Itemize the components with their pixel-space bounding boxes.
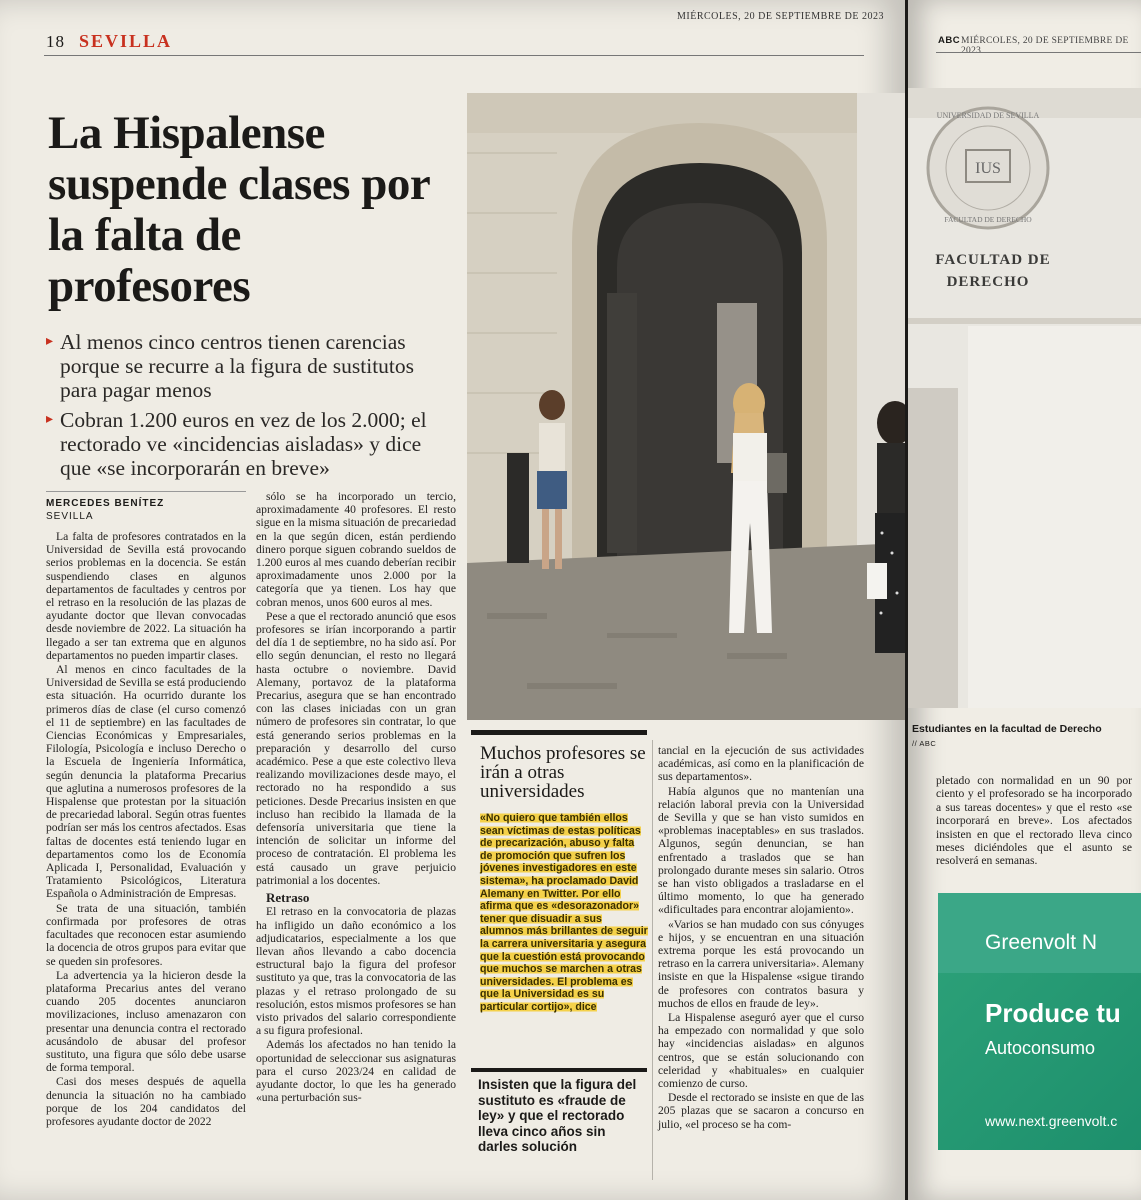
column-separator xyxy=(652,740,653,1180)
ad-headline: Produce tu xyxy=(985,998,1121,1028)
paragraph: Casi dos meses después de aquella denuncia la situación no ha cambiado porque de los 204 candidatos del profesores ayudante doctor de 2022 xyxy=(46,1075,246,1128)
ad-url: www.next.greenvolt.c xyxy=(985,1113,1118,1129)
body-column-2 xyxy=(256,490,456,1105)
paragraph: Pese a que el rectorado anunció que esos profesores se irían incorporando a partir del día 1 de septiembre, no ha sido así. Por ello según denuncian, el resto no llegará hasta octubre o noviembre. David Alemany, portavoz de la plataforma Precarius, asegura que se han encontrado con las clases iniciadas con un gran número de profesores sin contratar, lo que está generando serios problemas en la preparación y desarrollo del curso académico. Pese a que este colectivo lleva realizando movilizaciones desde mayo, el rectorado no ha respondido a sus peticiones. Desde Precarius insisten en que incluso han recibido la llamada de la defensoría universitaria que tiene la intención de solicitar un informe del proceso de contratación. El problema les está causado un grave perjuicio patrimonial a los docentes. xyxy=(256,609,456,887)
section-name: SEVILLA xyxy=(79,31,173,51)
subhead-2-text: Cobran 1.200 euros en vez de los 2.000; el rectorado ve «incidencias aisladas» y dice que «se incorporarán en breve» xyxy=(60,408,427,480)
ad-brand: Greenvolt N xyxy=(985,931,1098,954)
ad-subline: Autoconsumo xyxy=(985,1038,1096,1058)
sidebar-title: Muchos profesores se irán a otras universidades xyxy=(480,743,646,802)
subsection-label: Retraso xyxy=(266,890,310,906)
header-rule xyxy=(44,55,864,56)
pullquote-rule xyxy=(471,1068,647,1072)
article-photo xyxy=(467,93,905,720)
facade-sign-line-1: FACULTAD DE xyxy=(935,252,1051,268)
header-date: MIÉRCOLES, 20 DE SEPTIEMBRE DE 2023 xyxy=(677,11,884,22)
seal-bottom-text: FACULTAD DE DERECHO xyxy=(944,215,1032,224)
caption-credit: // ABC xyxy=(912,739,937,748)
paragraph: «Varios se han mudado con sus cónyuges e hijos, y se encuentran en una situación extrema porque les está provocando un retraso en la carrera universitaria». Alemany insiste en que la Hispalense «sigue tirando de profesores con contratos basura y muchos de ellos en fraude de ley». xyxy=(658,917,865,1010)
author: MERCEDES BENÍTEZ xyxy=(46,498,165,509)
paragraph: Había algunos que no mantenían una relación laboral previa con la Universidad de Sevilla y que se han visto sumidos en «problemas inaceptables» en sus traslados. Algunos, según denuncian, se han enfrentado a traslados que se han prolongado durante meses sin salario. Otros se han visto obligados a trasladarse en el último momento, lo que ha generado «dificultades para encontrar alojamiento». xyxy=(658,784,864,917)
photo-caption xyxy=(912,722,1102,751)
subhead-1-text: Al menos cinco centros tienen carencias porque se recurre a la figura de sustitutos para pagar menos xyxy=(60,330,415,402)
paragraph: sólo se ha incorporado un tercio, aproximadamente 40 profesores. El resto sigue en la misma situación de precariedad en la que según dicen, están perdiendo dinero porque siguen cobrando sueldos de 1.200 euros al mes cuando deberían recibir aproximadamente unos 2.000 por la categoría que ya tienen. Los hay que cobran menos, unos 600 euros al mes. xyxy=(256,490,456,609)
right-page-brand: ABC xyxy=(938,35,961,46)
sidebar-top-rule xyxy=(471,730,647,735)
triangle-bullet-icon: ▸ xyxy=(46,334,54,349)
pullquote: Insisten que la figura del sustituto es «fraude de ley» y que el rectorado lleva cinco años sin darles solución xyxy=(478,1077,637,1154)
body-column-3 xyxy=(658,744,864,1132)
paragraph: Al menos en cinco facultades de la Universidad de Sevilla se está produciendo esta situación. Ha ocurrido durante los primeros días de clase (el curso comenzó el 11 de septiembre) en las facultades de Ciencias Económicas y Empresariales, Filología, Psicología e incluso Derecho o la Escuela de Ingeniería Informática, según denuncia la plataforma Precarius que aglutina a numerosos profesores de la Hispalense que protestan por la situación de precariedad laboral. Según otras fuentes podrían ser más los centros afectados. Esas faltas de docentes está teniendo lugar en departamentos como los de Economía Aplicada I, Personalidad, Evaluación y Tratamiento Psicológicos, Literatura Española o Administración de Empresas. xyxy=(46,663,246,901)
subhead-1 xyxy=(46,330,456,402)
byline-rule xyxy=(46,491,246,492)
paragraph: Además los afectados no han tenido la oportunidad de seleccionar sus asignaturas para el curso 2023/24 en calidad de ayudante doctor, lo que les ha generado «una perturbación sus- xyxy=(256,1038,456,1105)
subhead-2 xyxy=(46,408,456,480)
caption-text: Estudiantes en la facultad de Derecho xyxy=(912,723,1102,735)
paragraph: Se trata de una situación, también confirmada por profesores de otras facultades que reconocen estar asumiendo la docencia de otros grupos para evitar que se queden sin profesores. xyxy=(46,901,246,968)
seal-top-text: UNIVERSIDAD DE SEVILLA xyxy=(936,111,1040,120)
right-page-continuation: pletado con normalidad en un 90 por ciento y el profesorado se ha incorporado a sus tareas docentes» y que el resto «se incorporará en breve». Los afectados insisten en que el rectorado lleva cinco meses diciéndoles que el asunto se resolverá en semanas. xyxy=(936,774,1132,868)
highlighted-quote: «No quiero que también ellos sean víctimas de estas políticas de precarización, abuso y falta de promoción que sufren los jóvenes investigadores en este sistema», ha proclamado David Alemany en Twitter. Por ello afirma que es «desorazonador» tener que disuadir a sus alumnos más brillantes de seguir la carrera universitaria y asegura que la cuestión está provocando que muchos se marchen a otras universidades. El problema es que la Universidad es su particular cortijo», dice xyxy=(480,812,648,1013)
seal-center-text: IUS xyxy=(975,160,1001,177)
paragraph: El retraso en la convocatoria de plazas ha infligido un daño económico a los adjudicatarios, especialmente a los que llevan años llevando a cabo docencia estructural bajo la figura del profesor sustituto ya que, tras la convocatoria de las plazas y el retraso prolongado de su resolución, estos mismos profesores se han visto privados del salario correspondiente a su figura profesional. xyxy=(256,905,456,1038)
paragraph: La falta de profesores contratados en la Universidad de Sevilla está provocando serios problemas en la docencia. Se están suspendiendo clases en algunos departamentos de facultades y centros por el retraso en la resolución de las plazas de ayudante doctor que llevan convocadas desde noviembre de 2022. La situación ha llegado a ser tan extrema que en algunos departamentos no pueden impartir clases. xyxy=(46,530,246,662)
triangle-bullet-icon: ▸ xyxy=(46,412,54,427)
advertisement xyxy=(938,893,1141,1150)
paragraph: La advertencia ya la hicieron desde la plataforma Precarius antes del verano cuando 205 docentes anunciaron movilizaciones, incluso amenazaron con presentar una denuncia contra el rectorado acusándolo de abusar del profesor sustituto, una figura que sólo debe usarse de forma temporal. xyxy=(46,968,246,1075)
subheads xyxy=(46,330,456,486)
body-column-1 xyxy=(46,530,246,1129)
paragraph: La Hispalense aseguró ayer que el curso ha empezado con normalidad y que solo hay «incidencias aisladas» en algunos centros, que se están solucionando con celeridad y «habituales» en cualquier comienzo de curso. xyxy=(658,1011,864,1091)
paragraph: Desde el rectorado se insiste en que de las 205 plazas que se sacaron a concurso en julio, «el proceso se ha com- xyxy=(658,1091,864,1131)
paragraph: tancial en la ejecución de sus actividades académicas, así como en la planificación de sus departamentos». xyxy=(658,744,864,784)
facade-sign-line-2: DERECHO xyxy=(946,274,1030,290)
page-number: 18 xyxy=(46,32,65,51)
right-page-rule xyxy=(936,52,1141,53)
author-city: SEVILLA xyxy=(46,511,94,522)
photo-illustration xyxy=(467,93,905,720)
facade-photo-right xyxy=(908,88,1141,708)
sidebar-quote xyxy=(480,812,648,1014)
right-page-date: MIÉRCOLES, 20 DE SEPTIEMBRE DE 2023 xyxy=(961,36,1129,56)
headline: La Hispalense suspende clases por la falta de profesores xyxy=(48,107,430,312)
